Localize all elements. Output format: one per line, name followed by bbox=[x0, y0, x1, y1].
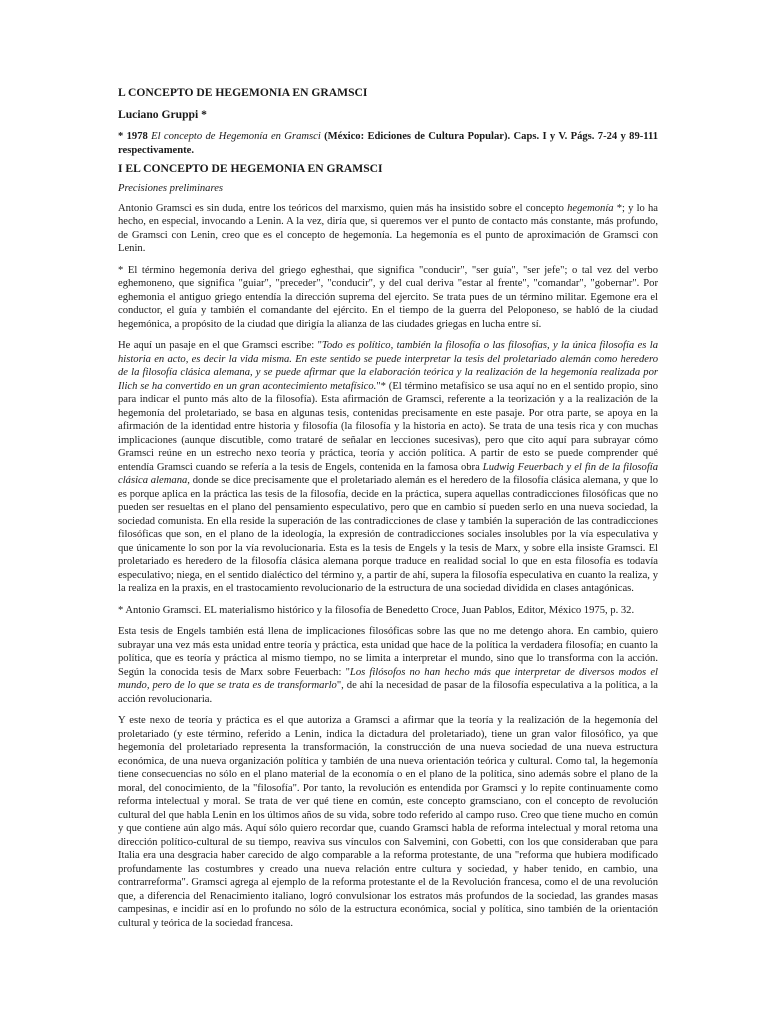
citation-rest: (México: Ediciones de Cultura Popular). Caps. I y V. Págs. 7-24 y 89-111 respectivamente. bbox=[118, 131, 659, 156]
paragraph-1-text-a: Antonio Gramsci es sin duda, entre los teóricos del marxismo, quien más ha insistido sobre el concepto bbox=[118, 202, 568, 214]
paragraph-4 bbox=[118, 625, 658, 706]
section-subtitle: Precisiones preliminares bbox=[118, 183, 224, 194]
paragraph-1 bbox=[118, 202, 658, 256]
paragraph-3-work-title: Ludwig Feuerbach y el fin de la filosofía clásica alemana bbox=[118, 461, 659, 486]
paragraph-3-text-c: , donde se dice precisamente que el proletariado alemán es el heredero de la filosofía clásica alemana, y que lo es porque aplica en la práctica las tesis de la filosofía, decide en la práctica, supera aquellas contradicciones filosóficas que no pueden ser resueltas en el plano del pensamiento especulativo, pero que en cambio sí pueden serlo en una nueva sociedad, la sociedad comunista. En ella reside la superación de las contradicciones de clase y también la superación de las contradicciones filosóficas que son, en el plano de la ideología, la expresión de contradicciones sociales insolubles por la vía especulativa y que únicamente lo son por la vía revolucionaria. Esta es la tesis de Engels y la tesis de Marx, y sobre ella insiste Gramsci. El proletariado es heredero de la filosofía clásica alemana porque traduce en realidad social lo que en esta filosofía es todavía especulativo; niega, en el sentido dialéctico del término y, a partir de ahí, supera la filosofía especulativa en cuanto la realiza, y la realiza en la praxis, en el trastocamiento revolucionario de la estructura de una sociedad dividida en clases antagónicas. bbox=[118, 475, 658, 594]
paragraph-3 bbox=[118, 339, 658, 596]
section-title: I EL CONCEPTO DE HEGEMONIA EN GRAMSCI bbox=[118, 162, 383, 175]
citation-line bbox=[118, 130, 658, 158]
citation-work-title: El concepto de Hegemonía en Gramsci bbox=[151, 131, 321, 142]
document-page bbox=[118, 86, 658, 938]
paragraph-1-emphasis: hegemonía bbox=[567, 202, 614, 214]
paragraph-4-quote: Los filósofos no han hecho más que interpretar de diversos modos el mundo, pero de lo que se trata es de transformarlo bbox=[118, 666, 658, 691]
paragraph-5: Y este nexo de teoría y práctica es el que autoriza a Gramsci a afirmar que la teoría y la realización de la hegemonía del proletariado (y este término, referido a Lenin, indica la dictadura del proletariado), tiene un gran valor filosófico, ya que hegemonía del proletariado representa la transformación, la construcción de una nueva sociedad de una nueva estructura económica, de una nueva organización política y también de una nueva orientación teórica y cultural. Como tal, la hegemonía tiene consecuencias no sólo en el plano material de la economía o en el plano de la política, sino además sobre el plano de la moral, del conocimiento, de la "filosofía". Por tanto, la revolución es entendida por Gramsci y lo repite continuamente como reforma intelectual y moral. Se trata de ver qué tiene en común, este concepto gramsciano, con el concepto de revolución cultural del que habla Lenin en los últimos años de su vida, sobre todo referido al campo ruso. Creo que tiene mucho en común y que contiene aún algo más. Aquí sólo quiero recordar que, cuando Gramsci habla de reforma intelectual y moral retoma una dirección político-cultural de su tiempo, reaviva sus vínculos con Salvemini, con Gobetti, con los que consideraban que para Italia era una desgracia haber carecido de algo comparable a la reforma protestante, de una "reforma que hubiera modificado profundamente las costumbres y creado una nueva relación entre cultura y sociedad, y haber tenido, en cambio, una contrarreforma". Gramsci agrega al ejemplo de la reforma protestante el de la Revolución francesa, como el de una revolución que, a diferencia del Renacimiento italiano, logró convulsionar los estratos más profundos de la sociedad, las grandes masas campesinas, e incidir así en lo profundo no sólo de la estructura económica, social y política, sino también de la orientación cultural y teórica de la sociedad francesa. bbox=[118, 715, 658, 929]
paragraph-3-text-b: "* (El término metafísico se usa aquí no en el sentido propio, sino para indicar el punto más alto de la filosofía). Esta afirmación de Gramsci, referente a la teorización y a la realización de la hegemonía del proletariado, se basa en algunas tesis, contenidas precisamente en este pasaje. Por otra parte, se apoya en la afirmación de la identidad entre historia y filosofía (la filosofía y la historia en acto). Se trata de una tesis rica y con muchas implicaciones (aunque discutible, como trataré de señalar en lecciones sucesivas), pero que cito aquí para subrayar cómo Gramsci reúne en un estrecho nexo teoría y práctica, teoría y acción política. A partir de esto se puede comprender qué entendía Gramsci cuando se refería a la tesis de Engels, contenida en la famosa obra bbox=[118, 380, 658, 473]
paragraph-2: * El término hegemonía deriva del griego eghesthai, que significa "conducir", "ser guía", "ser jefe"; o tal vez del verbo eghemoneno, que significa "guiar", "preceder", "conducir", y del cual deriva "estar al frente", "comandar", "gobernar". Por eghemonia el antiguo griego entendía la dirección suprema del ejercito. Se trata pues de un término militar. Egemone era el conductor, el guía y también el comandante del ejército. En el tiempo de la guerra del Peloponeso, se habló de la ciudad hegemónica, a propósito de la ciudad que dirigía la alianza de las ciudades griegas en lucha entre sí. bbox=[118, 264, 658, 330]
paragraph-4-text-b: ", de ahí la necesidad de pasar de la filosofía especulativa a la política, a la acción revolucionaria. bbox=[118, 680, 658, 705]
author-line: Luciano Gruppi * bbox=[118, 108, 207, 121]
citation-prefix: * 1978 bbox=[118, 131, 152, 142]
paragraph-4-text-a: Esta tesis de Engels también está llena de implicaciones filosóficas sobre las que no me detengo ahora. En cambio, quiero subrayar una vez más esta unidad entre teoría y práctica, esta unidad que hace de la política la verdadera filosofía; en cuanto la política, que es teoría y práctica al mismo tiempo, no se limita a interpretar el mundo, sino que lo transforma con la acción. Según la conocida tesis de Marx sobre Feuerbach: " bbox=[118, 626, 658, 678]
footnote: * Antonio Gramsci. EL materialismo histórico y la filosofía de Benedetto Croce, Juan Pablos, Editor, México 1975, p. 32. bbox=[118, 604, 635, 616]
paragraph-1-text-b: *; y lo ha hecho, en especial, invocando a Lenin. A la vez, diría que, si queremos ver el punto de contacto más constante, más profundo, de Gramsci con Lenin, creo que es el concepto de hegemonía. La hegemonía es el punto de aproximación de Gramsci con Lenin. bbox=[118, 202, 659, 254]
paragraph-3-text-a: He aquí un pasaje en el que Gramsci escribe: " bbox=[118, 340, 322, 351]
paragraph-3-quote: Todo es político, también la filosofía o las filosofías, y la única filosofía es la historia en acto, es decir la vida misma. En este sentido se puede interpretar la tesis del proletariado alemán como heredero de la filosofía clásica alemana, y se puede afirmar que la elaboración teórica y la realización de la hegemonía realizada por Ilich se ha convertido en un gran acontecimiento metafísico. bbox=[118, 340, 658, 392]
document-title: L CONCEPTO DE HEGEMONIA EN GRAMSCI bbox=[118, 86, 368, 99]
